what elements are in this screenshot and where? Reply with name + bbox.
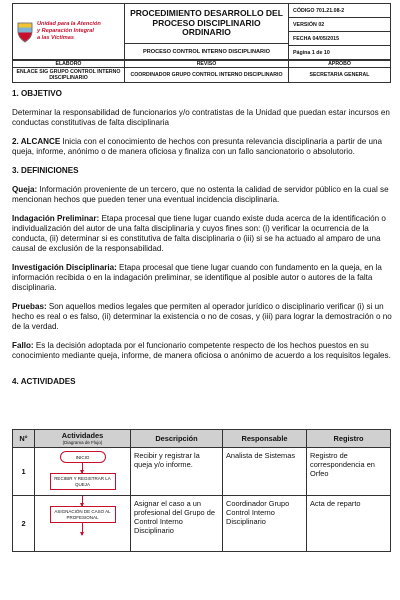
flowchart-cell: [35, 448, 131, 496]
document-title: PROCEDIMIENTO DESARROLLO DEL PROCESO DISCIPLINARIO ORDINARIO: [125, 4, 288, 44]
document-date: FECHA 04/05/2015: [289, 32, 390, 46]
col-header-activities: [35, 430, 131, 448]
document-code: CÓDIGO 701.21.08-2: [289, 4, 390, 18]
col-header-responsible: Responsable: [223, 430, 307, 448]
approvals-value-row: [13, 68, 391, 83]
definition-term: Pruebas:: [12, 302, 47, 311]
row-number: 1: [13, 448, 35, 496]
row-record: Registro de correspondencia en Orfeo: [307, 448, 391, 496]
flow-start-terminal: INICIO: [60, 451, 106, 463]
definition-text: Es la decisión adoptada por el funcionario competente respecto de los hechos puestos en su conocimiento mediante queja, informe, de manera oficiosa o anónimo de acuerdo a los requisitos legales.: [12, 341, 391, 360]
row-record: Acta de reparto: [307, 496, 391, 552]
definition-text: Información proveniente de un tercero, que no ostenta la calidad de servidor público en la cual se mencionan hechos que pueden tener una eventual incidencia disciplinaria.: [12, 185, 389, 204]
logo-block: [13, 4, 125, 59]
col-header-description: Descripción: [131, 430, 223, 448]
activities-table: [12, 429, 391, 552]
table-row: [13, 496, 391, 552]
row-number: 2: [13, 496, 35, 552]
document-body: [12, 89, 392, 396]
section-heading-actividades: 4. ACTIVIDADES: [12, 377, 76, 386]
title-block: [125, 4, 289, 59]
col-header-activities-sub: (Diagrama de Flujo): [62, 440, 103, 445]
row-description: Recibir y registrar la queja y/o informe.: [131, 448, 223, 496]
approvals-header-row: [13, 61, 391, 68]
definition-pruebas: [12, 302, 392, 332]
flow-step-receive: RECIBIR Y REGISTRAR LA QUEJA: [50, 473, 116, 490]
col-header-num: N°: [13, 430, 35, 448]
definition-text: Etapa procesal que tiene lugar cuando con fundamento en la queja, en la información recibida o en la indagación preliminar, se identifique al posible autor o autores de la falta disciplinaria.: [12, 263, 382, 292]
row-description: Asignar el caso a un profesional del Grupo de Control Interno Disciplinario: [131, 496, 223, 552]
section-heading-alcance: 2. ALCANCE: [12, 137, 61, 146]
approvals-value-cell: SECRETARIA GENERAL: [289, 68, 391, 83]
alcance-paragraph: [12, 137, 392, 157]
colombia-shield-icon: [16, 21, 34, 43]
approvals-table: [12, 60, 391, 83]
activities-header-row: [13, 430, 391, 448]
definition-indagacion: [12, 214, 392, 254]
col-header-record: Registro: [307, 430, 391, 448]
flowchart-cell: [35, 496, 131, 552]
definition-text: Son aquellos medios legales que permiten al operador jurídico o disciplinario verificar (i) si un hecho es real o es falso, (ii) determinar la existencia o no de cosas, y (iii) para lograr la demostración o no de la verdad.: [12, 302, 392, 331]
objetivo-text: Determinar la responsabilidad de funcionarios y/o contratistas de la Unidad que puedan estar incursos en conductas constitutivas de falta disciplinaria: [12, 108, 390, 127]
definition-text: Etapa procesal que tiene lugar cuando existe duda acerca de la identificación o individualización del autor de una falta disciplinaria y cuyos fines son: (i) verificar la ocurrencia de la conducta, (ii) determinar si es constitutiva de falta disciplinaria o (iii) si se ha actuado al amparo de una causal de exclusión de la responsabilidad.: [12, 214, 386, 253]
definition-term: Fallo:: [12, 341, 34, 350]
definition-investigacion: [12, 263, 392, 293]
process-name: PROCESO CONTROL INTERNO DISCIPLINARIO: [142, 48, 270, 55]
flow-arrow: [82, 496, 83, 506]
col-header-activities-label: Actividades: [61, 431, 104, 440]
definition-term: Indagación Preliminar:: [12, 214, 100, 223]
definition-term: Queja:: [12, 185, 38, 194]
section-heading-objetivo: 1. OBJETIVO: [12, 89, 62, 98]
row-responsible: Coordinador Grupo Control Interno Disciplinario: [223, 496, 307, 552]
approvals-header-cell: ELABORÓ: [13, 61, 125, 68]
approvals-value-cell: COORDINADOR GRUPO CONTROL INTERNO DISCIPLINARIO: [125, 68, 289, 83]
section-heading-definiciones: 3. DEFINICIONES: [12, 166, 79, 175]
document-meta: [289, 4, 390, 59]
table-row: [13, 448, 391, 496]
document-version: VERSIÓN 02: [289, 18, 390, 32]
flow-step-assign: ASIGNACIÓN DE CASO AL PROFESIONAL: [50, 506, 116, 523]
approvals-header-cell: APROBÓ: [289, 61, 391, 68]
document-header: [12, 3, 391, 60]
definition-term: Investigación Disciplinaria:: [12, 263, 117, 272]
alcance-text: Inicia con el conocimiento de hechos con presunta relevancia disciplinaria a partir de una queja, informe, anónimo o de manera oficiosa y finaliza con un fallo sancionatorio o absolutorio.: [12, 137, 382, 156]
approvals-value-cell: ENLACE SIG GRUPO CONTROL INTERNO DISCIPLINARIO: [13, 68, 125, 83]
logo-text: Unidad para la Atención y Reparación Integral a las Víctimas: [37, 21, 101, 41]
row-responsible: Analista de Sistemas: [223, 448, 307, 496]
definition-fallo: [12, 341, 392, 361]
page-number: Página 1 de 10: [293, 49, 330, 56]
definition-queja: [12, 185, 392, 205]
flow-arrow: [82, 523, 83, 535]
flow-arrow: [82, 463, 83, 473]
approvals-header-cell: REVISÓ: [125, 61, 289, 68]
